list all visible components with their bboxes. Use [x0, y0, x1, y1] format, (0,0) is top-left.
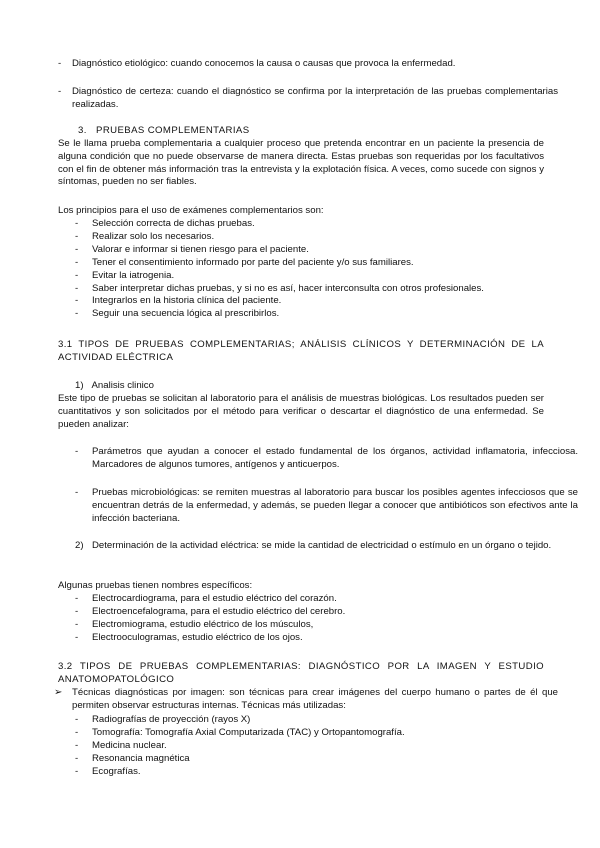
specific-intro: Algunas pruebas tienen nombres específicos:	[58, 580, 253, 591]
bullet-diagnostico-etiologico	[58, 58, 558, 71]
list-item-text: Saber interpretar dichas pruebas, y si no es así, hacer interconsulta con otros profesionales.	[92, 282, 484, 294]
list-item-text: Radiografías de proyección (rayos X)	[92, 714, 251, 725]
principles-intro: Los principios para el uso de exámenes complementarios son:	[58, 205, 324, 216]
list-item-text: Integrarlos en la historia clínica del paciente.	[92, 295, 282, 307]
bullet-mark: -	[75, 446, 79, 457]
section-3-title: PRUEBAS COMPLEMENTARIAS	[96, 125, 250, 136]
section-3-number: 3.	[78, 125, 87, 136]
subsection-analisis-clinico-title	[75, 380, 154, 393]
list-item: - Seguir una secuencia lógica al prescribirlos.	[75, 308, 280, 320]
list-item-text: Medicina nuclear.	[92, 739, 167, 751]
list-item: - Selección correcta de dichas pruebas.	[75, 218, 255, 229]
list-item: - Ecografías.	[75, 765, 141, 777]
list-item-text: Selección correcta de dichas pruebas.	[92, 218, 255, 229]
list-item: - Electromiograma, estudio eléctrico de los músculos,	[75, 618, 314, 630]
list-item: - Electroencefalograma, para el estudio eléctrico del cerebro.	[75, 605, 346, 617]
list-item-text: Ecografías.	[92, 765, 141, 777]
bullet-text: Pruebas microbiológicas: se remiten muestras al laboratorio para buscar los posibles agentes infecciosos que se encuentran detrás de la enfermedad, y además, se pueden llegar a conocer que antibióticos son efectivos ante la infección bacteriana.	[92, 487, 578, 524]
item-number: 1)	[75, 380, 84, 391]
list-item-text: Realizar solo los necesarios.	[92, 230, 215, 242]
tecnicas-imagen-item	[54, 687, 558, 713]
list-item: - Radiografías de proyección (rayos X)	[75, 714, 251, 725]
imaging-techniques-list	[58, 714, 544, 779]
bullet-text: Diagnóstico de certeza: cuando el diagnóstico se confirma por la interpretación de las pruebas complementarias realizadas.	[72, 86, 558, 110]
list-item: - Electrocardiograma, para el estudio eléctrico del corazón.	[75, 593, 337, 604]
section-3-1-heading: 3.1 TIPOS DE PRUEBAS COMPLEMENTARIAS; ANÁLISIS CLÍNICOS Y DETERMINACIÓN DE LA ACTIVIDAD ELÉCTRICA	[58, 339, 544, 363]
analisis-clinico-paragraph: Este tipo de pruebas se solicitan al laboratorio para el análisis de muestras biológicas. Los resultados pueden ser cuantitativos y son solicitados por el método para verificar o descartar el diagnóstico de una enfermedad. Se pueden analizar:	[58, 393, 544, 430]
list-item-text: Evitar la iatrogenia.	[92, 269, 175, 281]
section-3-paragraph: Se le llama prueba complementaria a cualquier proceso que pretenda encontrar en un paciente la presencia de alguna condición que no puede observarse de manera directa. Estas pruebas son requeridas por los facultativos con el fin de obtener más información tras la entrevista y la explotación física. A veces, como sucede con signos y síntomas, pueden no ser fiables.	[58, 138, 544, 188]
bullet-diagnostico-certeza	[58, 86, 558, 112]
list-item: - Medicina nuclear.	[75, 739, 167, 751]
subsection-actividad-electrica	[58, 540, 578, 553]
list-item-text: Resonancia magnética	[92, 752, 190, 764]
list-item-text: Tener el consentimiento informado por parte del paciente y/o sus familiares.	[92, 256, 414, 268]
bullet-mark: -	[58, 86, 62, 97]
analyze-bullet-parametros	[58, 446, 578, 472]
item-text: Determinación de la actividad eléctrica: se mide la cantidad de electricidad o estímulo en un órgano o tejido.	[92, 540, 552, 551]
list-item: - Integrarlos en la historia clínica del paciente.	[75, 295, 282, 307]
arrow-bullet-icon: ➢	[54, 687, 63, 698]
list-item-text: Tomografía: Tomografía Axial Computarizada (TAC) y Ortopantomografía.	[92, 726, 405, 738]
list-item-text: Valorar e informar si tienen riesgo para el paciente.	[92, 243, 309, 255]
list-item: - Realizar solo los necesarios.	[75, 230, 215, 242]
bullet-mark: -	[58, 58, 62, 69]
list-item: - Tener el consentimiento informado por parte del paciente y/o sus familiares.	[75, 256, 414, 268]
item-number: 2)	[75, 540, 84, 551]
list-item: - Valorar e informar si tienen riesgo para el paciente.	[75, 243, 309, 255]
bullet-mark: -	[75, 487, 79, 498]
bullet-text: Parámetros que ayudan a conocer el estado fundamental de los órganos, actividad inflamatoria, infecciosa. Marcadores de algunos tumores, antígenos y anticuerpos.	[92, 446, 578, 470]
list-item: - Saber interpretar dichas pruebas, y si no es así, hacer interconsulta con otros profesionales.	[75, 282, 484, 294]
principles-list	[58, 218, 544, 321]
specific-tests-list	[58, 593, 544, 645]
section-3-heading	[78, 125, 250, 138]
arrow-item-text: Técnicas diagnósticas por imagen: son técnicas para crear imágenes del cuerpo humano o partes de él que permiten observar estructuras internas. Técnicas más utilizadas:	[72, 687, 558, 711]
list-item: - Electrooculogramas, estudio eléctrico de los ojos.	[75, 631, 303, 643]
section-3-2-heading: 3.2 TIPOS DE PRUEBAS COMPLEMENTARIAS: DIAGNÓSTICO POR LA IMAGEN Y ESTUDIO ANATOMOPATOLÓGICO	[58, 661, 544, 685]
list-item: - Tomografía: Tomografía Axial Computarizada (TAC) y Ortopantomografía.	[75, 726, 405, 738]
list-item: - Evitar la iatrogenia.	[75, 269, 175, 281]
item-title: Analisis clinico	[91, 380, 154, 391]
list-item-text: Electromiograma, estudio eléctrico de los músculos,	[92, 618, 314, 630]
list-item-text: Electroencefalograma, para el estudio eléctrico del cerebro.	[92, 605, 346, 617]
list-item: - Resonancia magnética	[75, 752, 190, 764]
bullet-text: Diagnóstico etiológico: cuando conocemos la causa o causas que provoca la enfermedad.	[72, 58, 456, 69]
list-item-text: Seguir una secuencia lógica al prescribirlos.	[92, 308, 280, 320]
list-item-text: Electrooculogramas, estudio eléctrico de los ojos.	[92, 631, 303, 643]
analyze-bullet-microbiologicas	[58, 487, 578, 525]
list-item-text: Electrocardiograma, para el estudio eléctrico del corazón.	[92, 593, 337, 604]
